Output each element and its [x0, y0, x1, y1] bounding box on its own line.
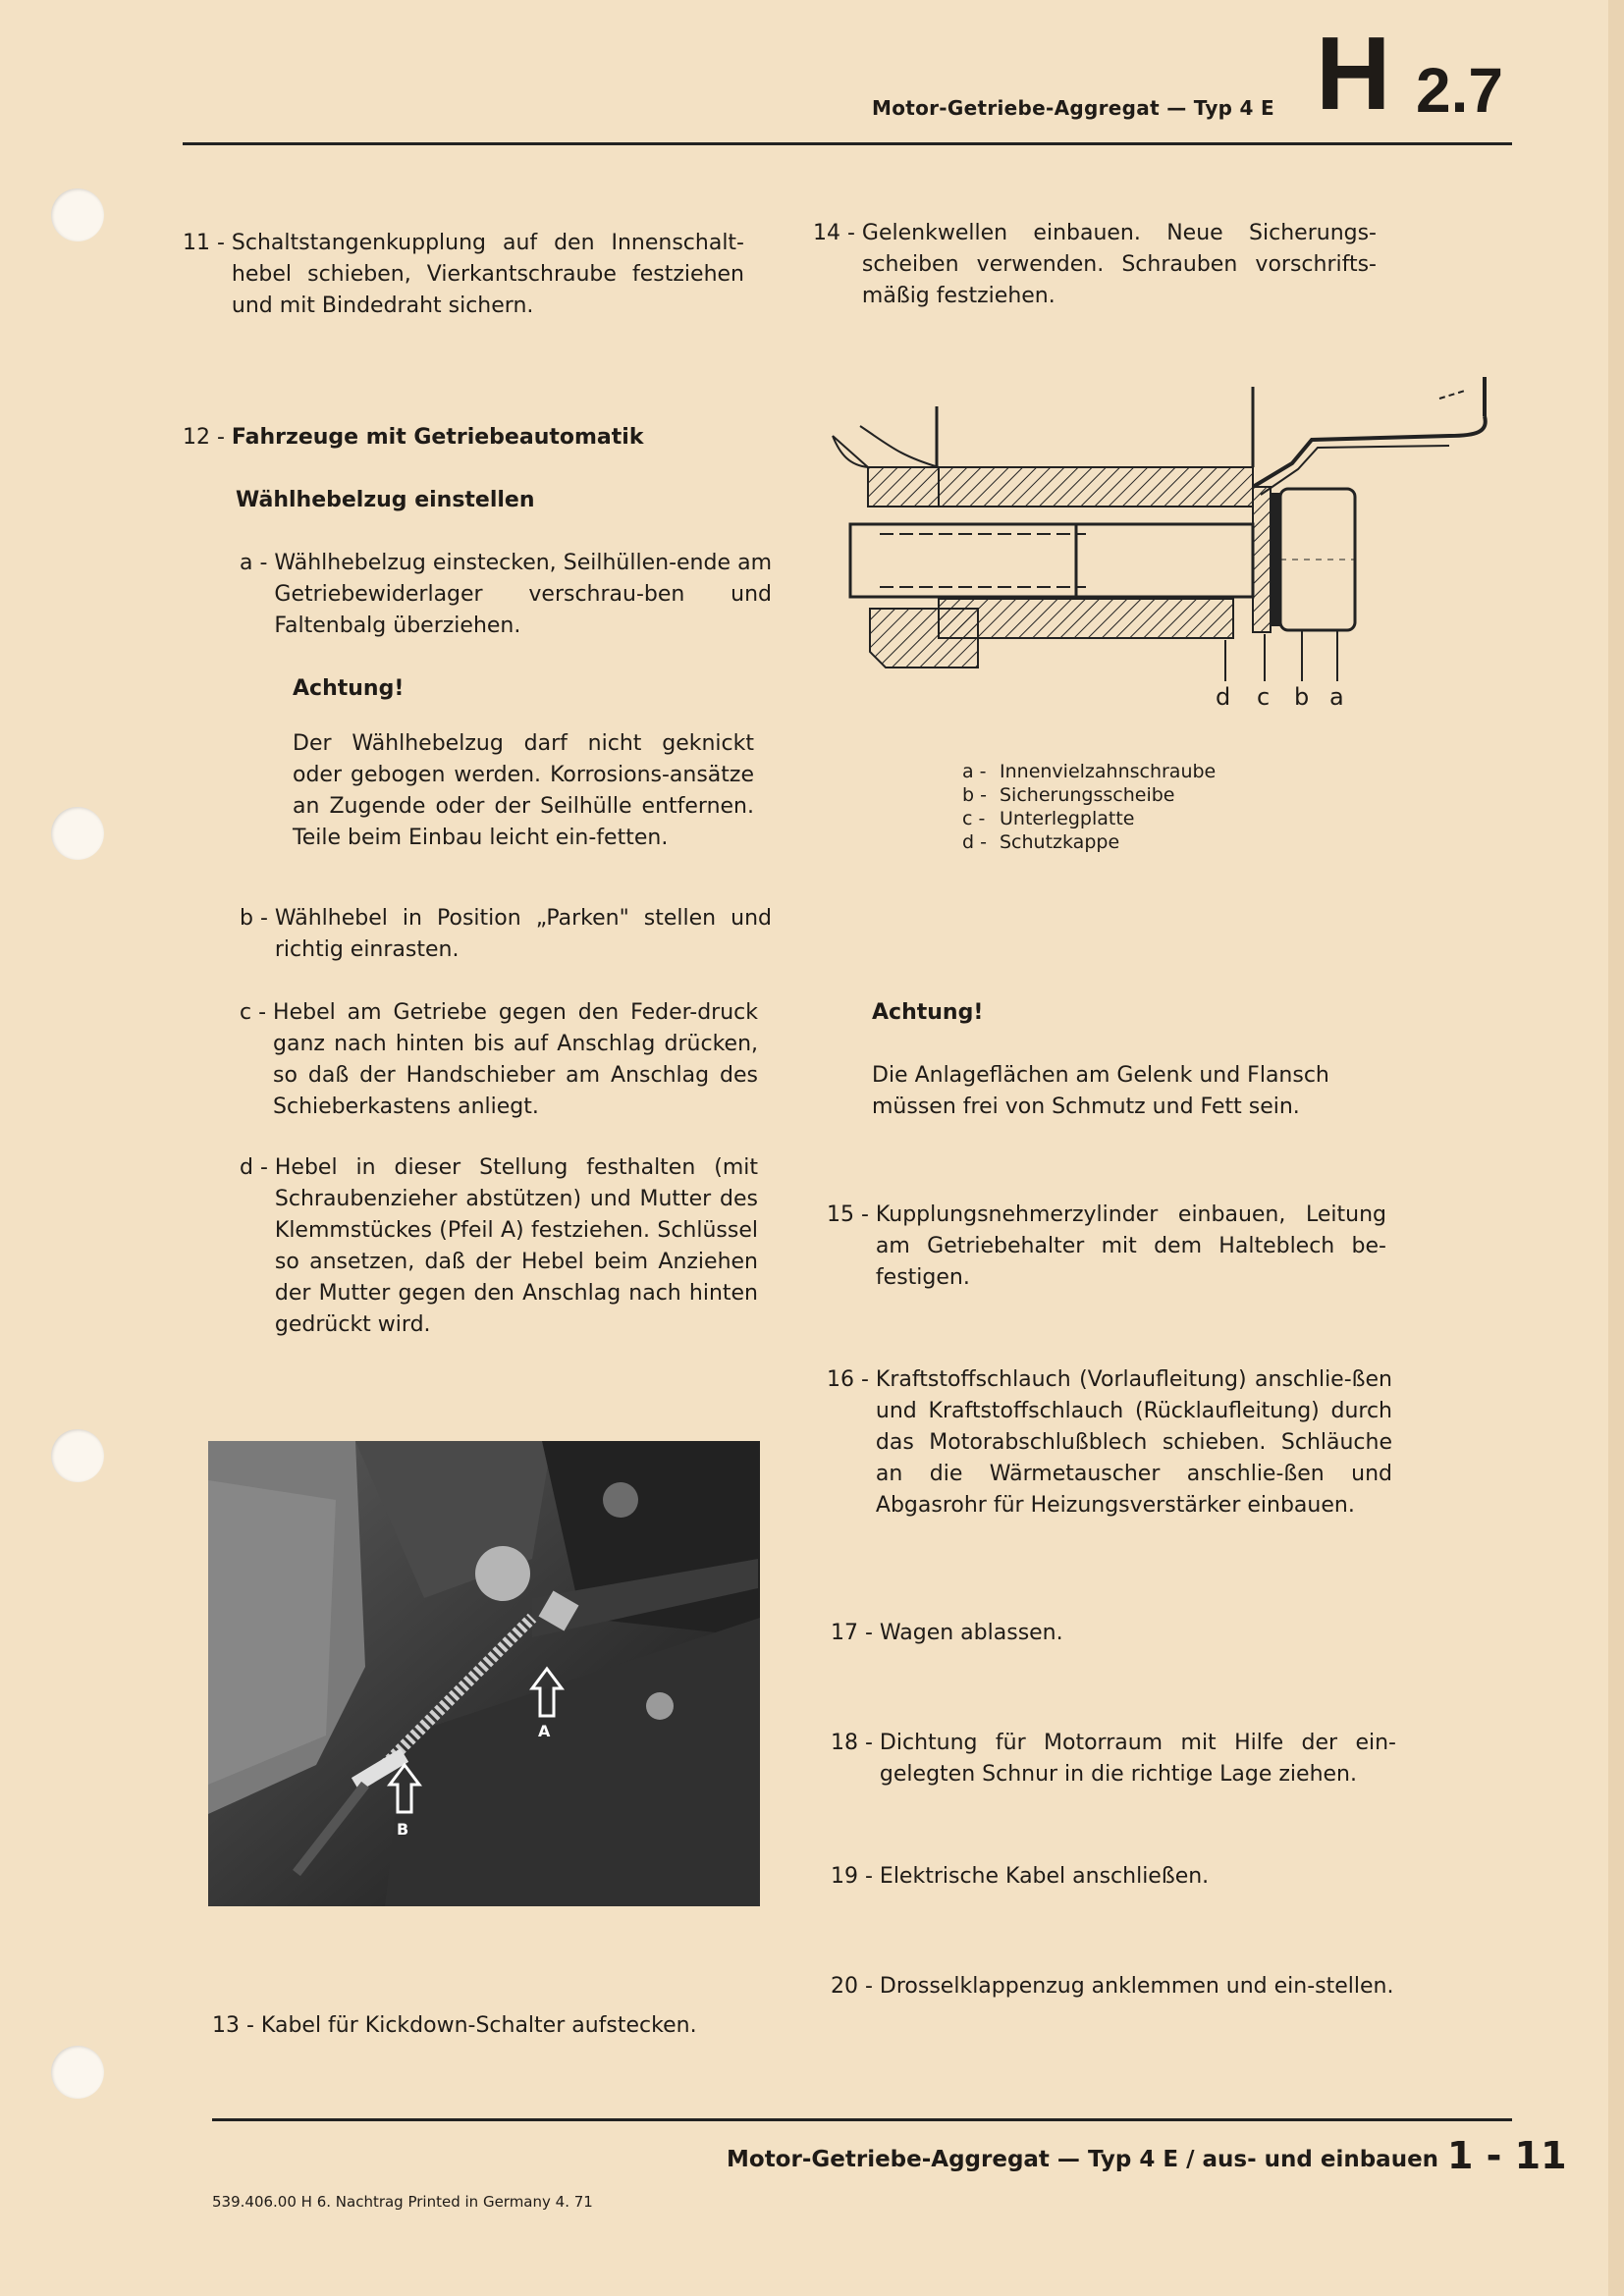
footer-title: Motor-Getriebe-Aggregat — Typ 4 E / aus- und einbauen [727, 2147, 1439, 2172]
note-title: Achtung! [293, 676, 405, 701]
note-title: Achtung! [872, 1000, 984, 1025]
legend-label: Innenvielzahnschraube [1000, 761, 1217, 782]
substep-text: Wählhebelzug einstecken, Seilhüllen-ende am Getriebewiderlager verschrau-ben und Faltenbalg überziehen. [274, 551, 772, 638]
legend-key: b - [962, 784, 987, 806]
step-text: Schaltstangenkupplung auf den Innenschalt-hebel schieben, Vierkantschraube festziehen und mit Bindedraht sichern. [231, 231, 744, 318]
legend-label: Sicherungsscheibe [1000, 784, 1175, 806]
step-20 [831, 1971, 1396, 2002]
step-12a [240, 548, 772, 642]
step-text: Elektrische Kabel anschließen. [879, 1864, 1210, 1889]
step-number: 15 - [827, 1202, 876, 1227]
step-11 [183, 228, 744, 322]
callout-b: b [1294, 683, 1310, 711]
legend-key: a - [962, 761, 987, 782]
legend-row [962, 783, 1216, 807]
note-text: Die Anlageflächen am Gelenk und Flansch müssen frei von Schmutz und Fett sein. [872, 1063, 1329, 1119]
page-edge [1608, 0, 1624, 2296]
step-text: Dichtung für Motorraum mit Hilfe der ein-gelegten Schnur in die richtige Lage ziehen. [879, 1731, 1396, 1787]
legend-row [962, 830, 1216, 854]
punch-hole [51, 188, 104, 241]
diagram-legend [962, 760, 1216, 854]
legend-key: d - [962, 831, 987, 853]
step-12c [240, 997, 758, 1123]
step-18 [831, 1728, 1396, 1790]
step-text: Wagen ablassen. [879, 1621, 1063, 1645]
step-text: Kupplungsnehmerzylinder einbauen, Leitung am Getriebehalter mit dem Halteblech be-festigen. [875, 1202, 1386, 1290]
legend-row [962, 807, 1216, 830]
legend-label: Unterlegplatte [1000, 808, 1135, 829]
photo-illustration [208, 1441, 760, 1906]
section-number: 2.7 [1416, 55, 1503, 126]
substep-letter: a - [240, 551, 275, 575]
substep-text: Hebel in dieser Stellung festhalten (mit Schraubenzieher abstützen) und Mutter des Klemmstückes (Pfeil A) festziehen. Schlüssel so ansetzen, daß der Hebel beim Anziehen der Mutter gegen den Anschlag nach hinten gedrückt wird. [274, 1155, 758, 1337]
step-12b [240, 903, 772, 966]
callout-c: c [1257, 683, 1271, 711]
step-number: 16 - [827, 1367, 876, 1392]
photo-label-a: A [538, 1722, 551, 1740]
step-12-subtitle: Wählhebelzug einstellen [236, 488, 535, 512]
step-number: 13 - [212, 2013, 261, 2038]
step-14 [813, 218, 1377, 312]
step-number: 17 - [831, 1621, 880, 1645]
legend-key: c - [962, 808, 986, 829]
substep-letter: b - [240, 906, 275, 931]
callout-a: a [1329, 683, 1344, 711]
step-text: Gelenkwellen einbauen. Neue Sicherungs-scheiben verwenden. Schrauben vorschrifts-mäßig festziehen. [861, 221, 1377, 308]
step-number: 19 - [831, 1864, 880, 1889]
step-title: Fahrzeuge mit Getriebeautomatik [231, 425, 644, 450]
legend-label: Schutzkappe [1000, 831, 1120, 853]
step-number: 14 - [813, 221, 862, 245]
substep-text: Hebel am Getriebe gegen den Feder-druck ganz nach hinten bis auf Anschlag drücken, so daß der Handschieber am Anschlag des Schieberkastens anliegt. [273, 1000, 758, 1119]
substep-letter: d - [240, 1155, 275, 1180]
substep-text: Wählhebel in Position „Parken" stellen und richtig einrasten. [274, 906, 772, 962]
shaft-bolt-diagram [821, 377, 1508, 711]
step-12d [240, 1152, 758, 1341]
step-15 [827, 1200, 1386, 1294]
step-text: Drosselklappenzug anklemmen und ein-stellen. [879, 1974, 1394, 1999]
punch-hole [51, 807, 104, 860]
step-12-heading [183, 422, 744, 454]
step-number: 12 - [183, 425, 232, 450]
step-19 [831, 1861, 1390, 1893]
step-text: Kabel für Kickdown-Schalter aufstecken. [260, 2013, 697, 2038]
punch-hole [51, 2046, 104, 2099]
photo-label-b: B [397, 1820, 409, 1839]
page-number: 1 - 11 [1447, 2134, 1567, 2177]
substep-letter: c - [240, 1000, 274, 1025]
print-info: 539.406.00 H 6. Nachtrag Printed in Germany 4. 71 [212, 2193, 593, 2211]
step-number: 11 - [183, 231, 232, 255]
legend-row [962, 760, 1216, 783]
callout-d: d [1216, 683, 1231, 711]
header-title: Motor-Getriebe-Aggregat — Typ 4 E [872, 96, 1274, 120]
section-letter: H [1316, 16, 1391, 132]
punch-hole [51, 1429, 104, 1482]
step-17 [831, 1618, 1390, 1649]
step-13 [212, 2010, 762, 2042]
footer-rule [212, 2118, 1512, 2121]
installation-photo [208, 1441, 760, 1906]
note-text: Der Wählhebelzug darf nicht geknickt oder gebogen werden. Korrosions-ansätze an Zugende oder der Seilhülle entfernen. Teile beim Einbau leicht ein-fetten. [293, 731, 754, 850]
step-number: 20 - [831, 1974, 880, 1999]
step-16 [827, 1364, 1392, 1522]
header-rule [183, 142, 1512, 145]
step-text: Kraftstoffschlauch (Vorlaufleitung) anschlie-ßen und Kraftstoffschlauch (Rücklaufleitung) durch das Motorabschlußblech schieben. Schläuche an die Wärmetauscher anschlie-ßen und Abgasrohr für Heizungsverstärker einbauen. [875, 1367, 1392, 1518]
step-number: 18 - [831, 1731, 880, 1755]
